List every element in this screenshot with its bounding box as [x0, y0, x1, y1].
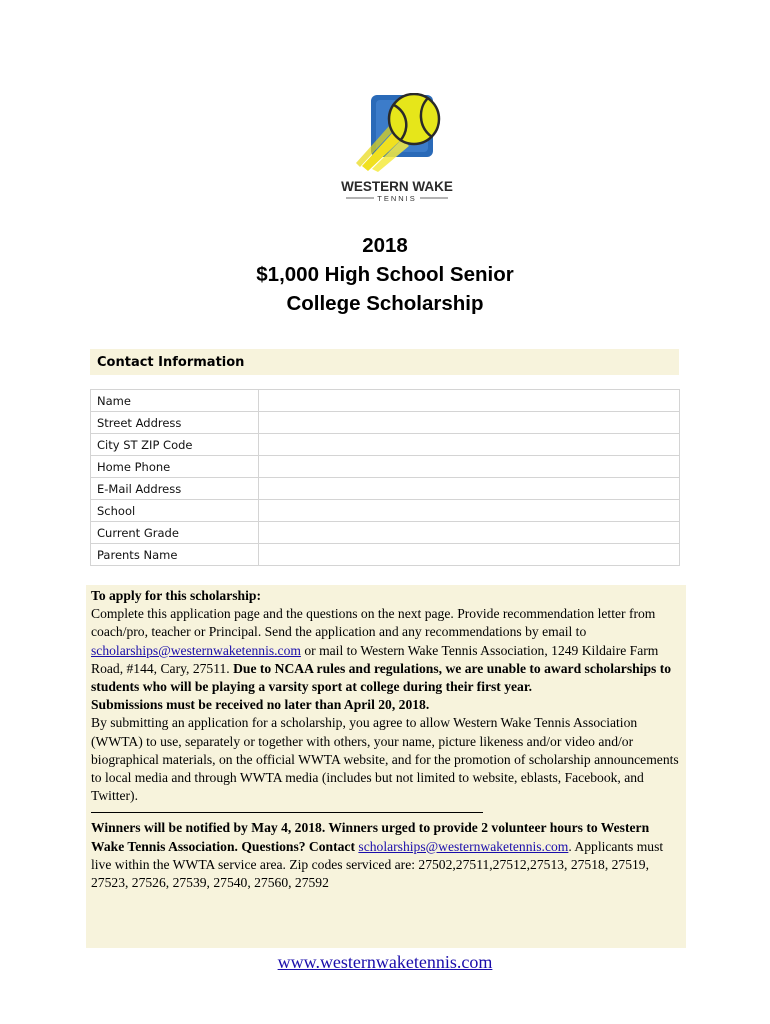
field-value-name[interactable]: [259, 390, 680, 412]
title-scholarship: College Scholarship: [286, 292, 484, 315]
apply-text-b: or mail to Western Wake Tennis Association, 1249 Kildaire Farm Road, #144, Cary, 27511.: [91, 642, 659, 676]
title-year: 2018: [362, 234, 408, 257]
table-row: [91, 478, 680, 500]
field-label-city-st-zip: City ST ZIP Code: [91, 434, 259, 456]
title-amount: $1,000 High School Senior: [256, 263, 514, 286]
field-value-home-phone[interactable]: [259, 456, 680, 478]
application-instructions: [86, 585, 686, 948]
field-label-name: Name: [91, 390, 259, 412]
contact-information-header: Contact Information: [90, 349, 679, 375]
field-value-city-st-zip[interactable]: [259, 434, 680, 456]
field-value-current-grade[interactable]: [259, 522, 680, 544]
page-title: [0, 231, 770, 318]
field-label-street-address: Street Address: [91, 412, 259, 434]
field-label-school: School: [91, 500, 259, 522]
apply-text-a: Complete this application page and the questions on the next page. Provide recommendation letter from coach/pro, teacher or Principal. Send the application and any recommendations by email to: [91, 606, 656, 640]
website-link[interactable]: www.westernwaketennis.com: [277, 952, 493, 972]
table-row: [91, 500, 680, 522]
winners-paragraph: [91, 819, 680, 892]
table-row: [91, 412, 680, 434]
questions-email-link[interactable]: scholarships@westernwaketennis.com: [358, 838, 569, 854]
table-row: [91, 544, 680, 566]
western-wake-tennis-logo: [332, 93, 462, 205]
divider: [91, 812, 483, 813]
media-consent-paragraph: By submitting an application for a scholarship, you agree to allow Western Wake Tennis Association (WWTA) to use, separately or together with others, your name, picture likeness and/or video and/or biographical materials, on the official WWTA website, and for the promotion of scholarship announcements to local media and through WWTA media (includes but not limited to website, eblasts, Facebook, and Twitter).: [91, 715, 679, 804]
field-value-street-address[interactable]: [259, 412, 680, 434]
contact-information-table: [90, 389, 680, 566]
field-label-current-grade: Current Grade: [91, 522, 259, 544]
submission-deadline: Submissions must be received no later than April 20, 2018.: [91, 697, 430, 713]
table-row: [91, 456, 680, 478]
field-label-home-phone: Home Phone: [91, 456, 259, 478]
apply-heading: To apply for this scholarship:: [91, 588, 261, 603]
logo-name-line2: TENNIS: [377, 194, 417, 203]
field-value-email-address[interactable]: [259, 478, 680, 500]
logo-name-line1: WESTERN WAKE: [341, 179, 453, 194]
winners-notice: Winners will be notified by May 4, 2018. Winners urged to provide 2 volunteer hours to Western Wake Tennis Association. Questions? Contact: [91, 820, 650, 854]
field-label-parents-name: Parents Name: [91, 544, 259, 566]
field-value-school[interactable]: [259, 500, 680, 522]
table-row: [91, 522, 680, 544]
table-row: [91, 434, 680, 456]
field-value-parents-name[interactable]: [259, 544, 680, 566]
scholarship-email-link[interactable]: scholarships@westernwaketennis.com: [91, 642, 301, 658]
table-row: [91, 390, 680, 412]
service-area-text: . Applicants must live within the WWTA service area. Zip codes serviced are: 27502,27511,27512,27513, 27518, 27519, 27523, 27526, 27539, 27540, 27560, 27592: [91, 838, 664, 891]
field-label-email-address: E-Mail Address: [91, 478, 259, 500]
apply-instructions-paragraph: [91, 605, 680, 696]
ncaa-notice: Due to NCAA rules and regulations, we are unable to award scholarships to students who will be playing a varsity sport at college during their first year.: [91, 660, 672, 695]
tennis-ball-logo-icon: [332, 93, 462, 205]
website-footer: [0, 952, 770, 973]
